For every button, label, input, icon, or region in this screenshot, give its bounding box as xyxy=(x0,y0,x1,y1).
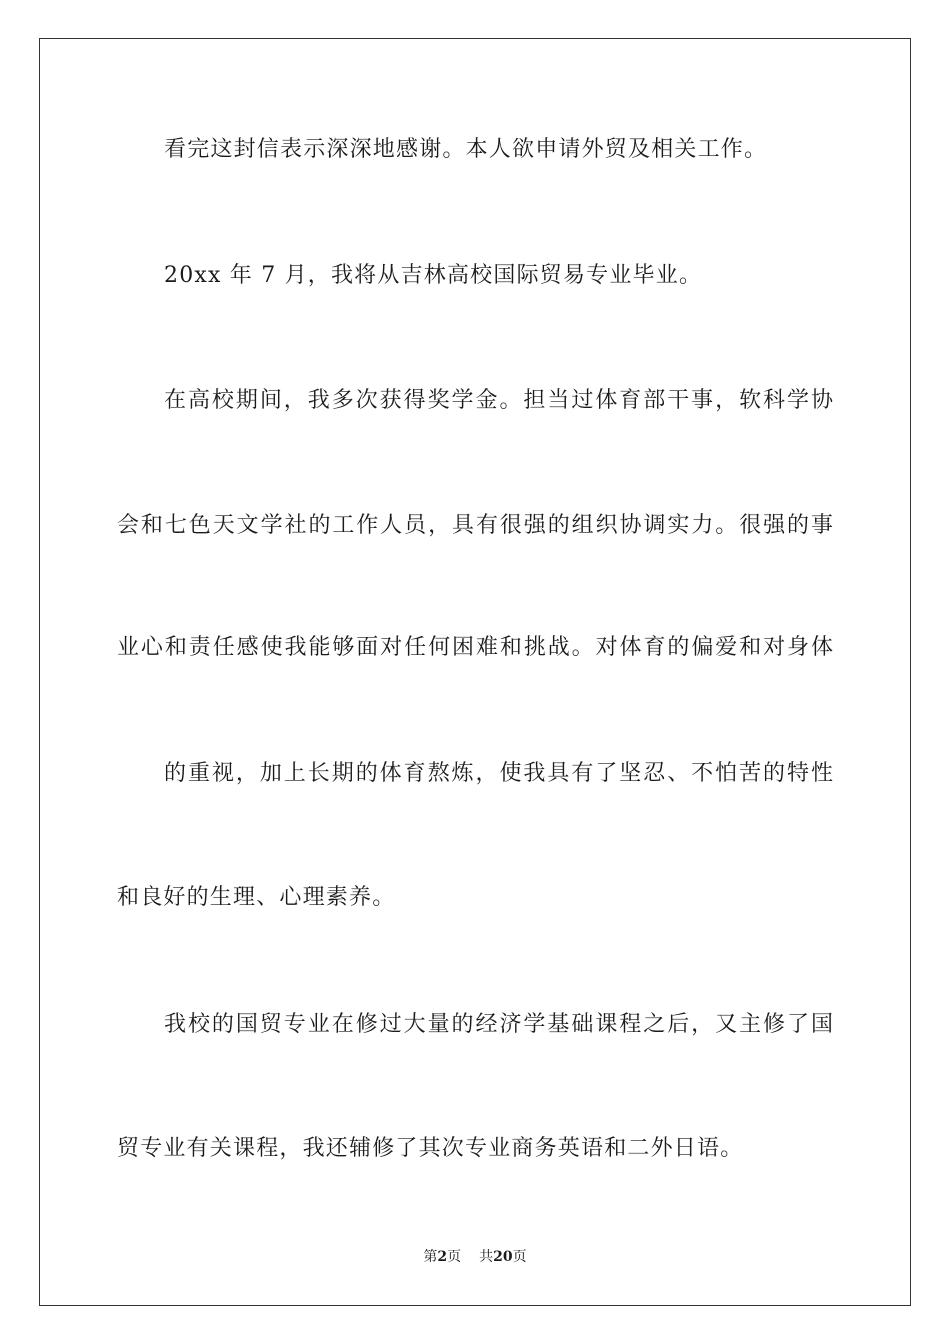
page-footer xyxy=(0,1246,950,1266)
text-line-9: 贸专业有关课程，我还辅修了其次专业商务英语和二外日语。 xyxy=(117,1136,744,1161)
text-line-3: 在高校期间，我多次获得奖学金。担当过体育部干事，软科学协 xyxy=(164,388,833,413)
text-line-6: 的重视，加上长期的体育熬炼，使我具有了坚忍、不怕苦的特性 xyxy=(164,761,833,786)
current-page-number: 2 xyxy=(437,1249,448,1265)
page-border xyxy=(39,38,911,1306)
page-suffix: 页 xyxy=(447,1249,462,1265)
total-prefix: 共 xyxy=(479,1249,494,1265)
page-prefix: 第 xyxy=(423,1249,438,1265)
text-line-2: 20xx 年 7 月，我将从吉林高校国际贸易专业毕业。 xyxy=(164,263,703,288)
text-line-8: 我校的国贸专业在修过大量的经济学基础课程之后，又主修了国 xyxy=(164,1012,833,1037)
text-line-4: 会和七色天文学社的工作人员，具有很强的组织协调实力。很强的事 xyxy=(117,513,833,538)
total-suffix: 页 xyxy=(512,1249,527,1265)
total-page-count: 20 xyxy=(493,1249,513,1265)
text-line-7: 和良好的生理、心理素养。 xyxy=(117,885,396,910)
text-line-1: 看完这封信表示深深地感谢。本人欲申请外贸及相关工作。 xyxy=(164,137,768,162)
text-line-5: 业心和责任感使我能够面对任何困难和挑战。对体育的偏爱和对身体 xyxy=(117,635,833,660)
